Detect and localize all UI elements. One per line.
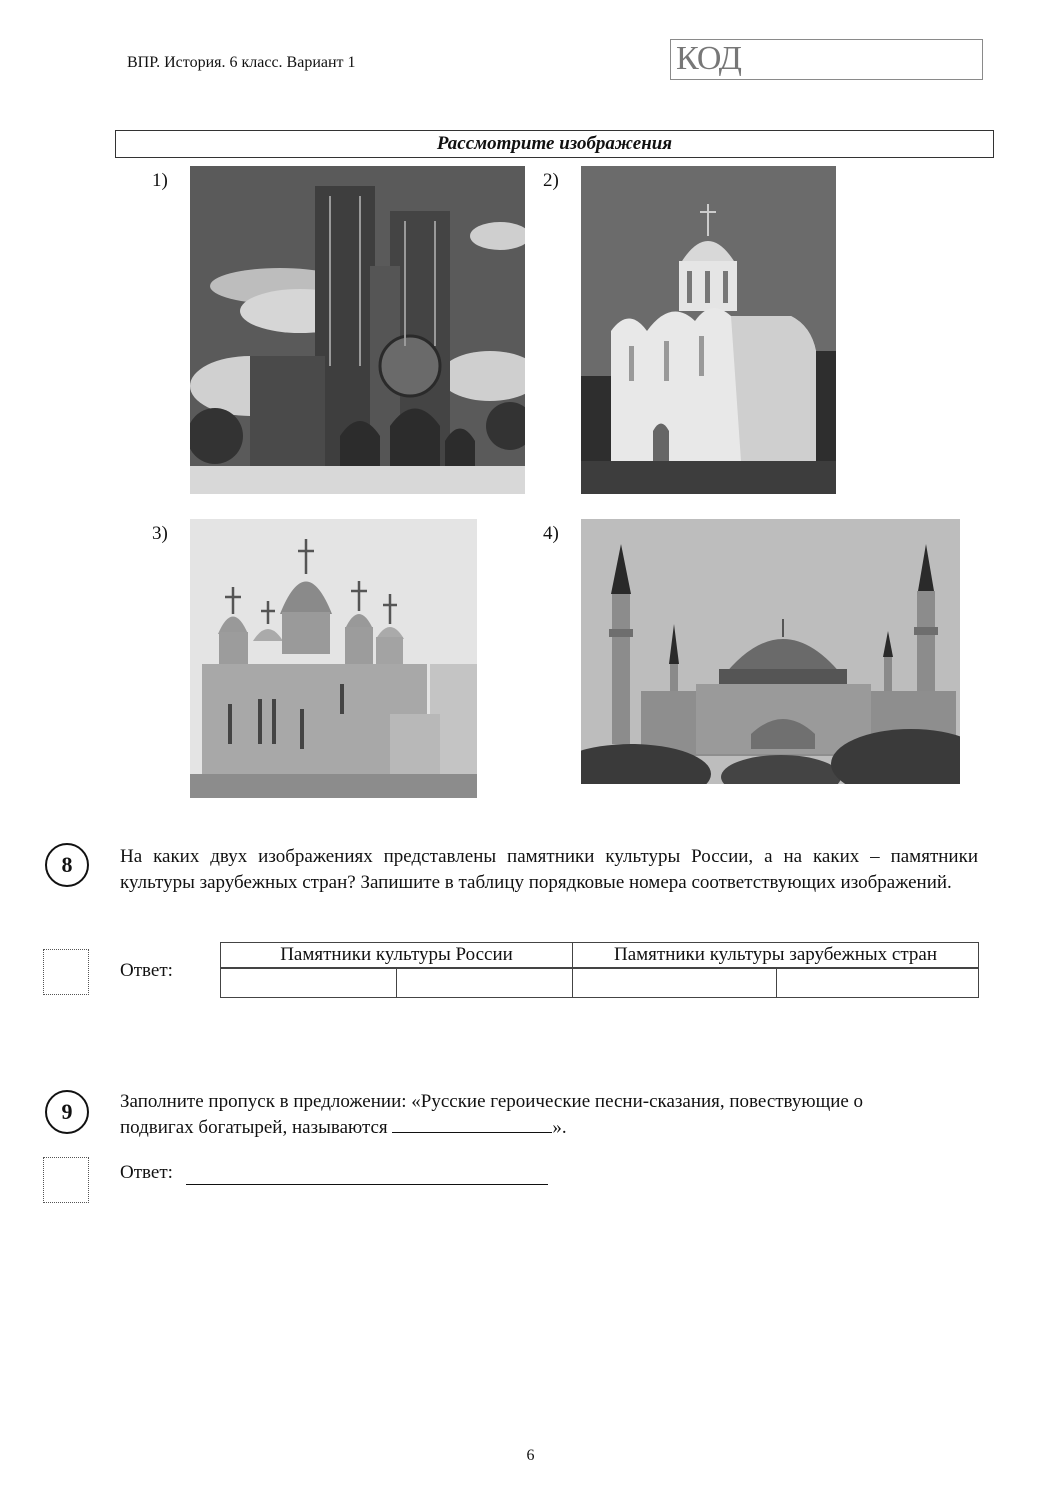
image-2-white-stone-church	[581, 166, 836, 494]
answer-cell-foreign-1[interactable]	[573, 968, 777, 998]
header-title: ВПР. История. 6 класс. Вариант 1	[127, 54, 356, 71]
task-8-score-box	[43, 949, 89, 995]
task-9-score-box	[43, 1157, 89, 1203]
task-9-sentence-blank	[392, 1132, 552, 1133]
task-number-8: 8	[45, 843, 89, 887]
image-label-3: 3)	[152, 523, 168, 544]
task-9-text-line2	[120, 1115, 978, 1141]
image-label-4: 4)	[543, 523, 559, 544]
image-4-domed-mosque	[581, 519, 960, 784]
task-8-text: На каких двух изображениях представлены памятники культуры России, а на каких – памятники культуры зарубежных стран? Запишите в таблицу порядковые номера соответствующих изображений.	[120, 846, 978, 893]
image-label-1: 1)	[152, 170, 168, 191]
image-label-2: 2)	[543, 170, 559, 191]
table-header-foreign: Памятники культуры зарубежных стран	[573, 943, 979, 969]
image-1-gothic-cathedral	[190, 166, 525, 494]
task-8-answer-label: Ответ:	[120, 960, 173, 981]
code-box: КОД	[670, 39, 983, 80]
instruction-banner: Рассмотрите изображения	[115, 130, 994, 158]
answer-cell-russia-1[interactable]	[221, 968, 397, 998]
task-9-text-after-blank: ».	[552, 1116, 567, 1138]
task-9-answer-label: Ответ:	[120, 1162, 173, 1183]
task-8-answer-table	[220, 942, 979, 998]
image-3-five-domed-cathedral	[190, 519, 477, 798]
table-header-russia: Памятники культуры России	[221, 943, 573, 969]
answer-cell-russia-2[interactable]	[397, 968, 573, 998]
task-9-text-line1: Заполните пропуск в предложении: «Русские героические песни-сказания, повествующие о	[120, 1091, 864, 1112]
task-9-answer-line[interactable]	[186, 1162, 548, 1185]
answer-cell-foreign-2[interactable]	[777, 968, 979, 998]
task-9-text-before-blank: подвигах богатырей, называются	[120, 1116, 393, 1138]
task-9-text	[120, 1089, 978, 1140]
page-number: 6	[526, 1447, 535, 1464]
task-number-9: 9	[45, 1090, 89, 1134]
